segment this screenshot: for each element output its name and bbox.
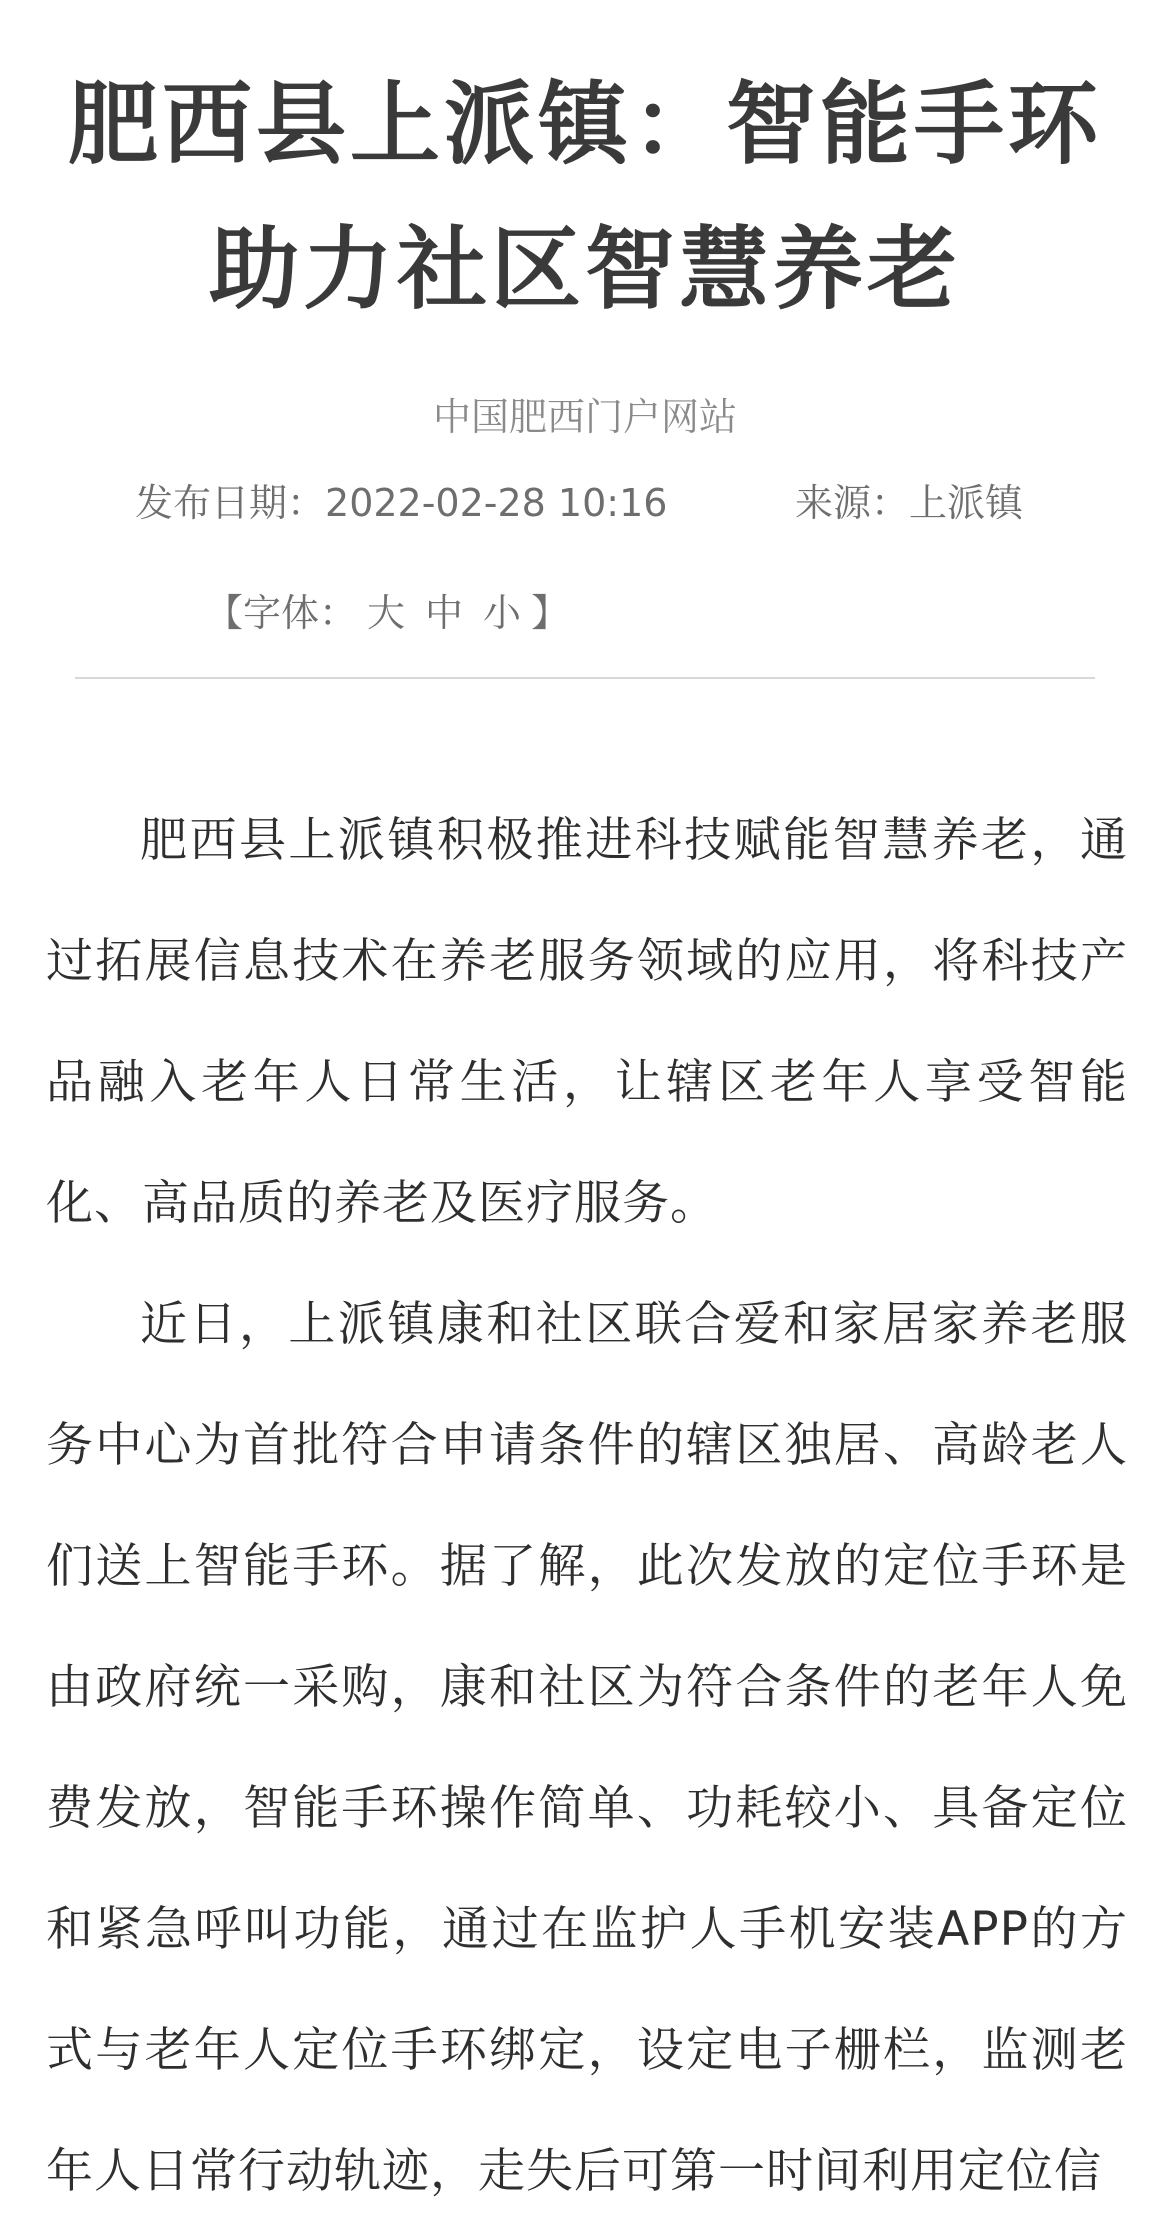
publish-date-label: 发布日期：	[135, 481, 326, 525]
source-value: 上派镇	[909, 481, 1024, 525]
article-source	[795, 478, 1023, 528]
publish-date-value: 2022-02-28 10:16	[325, 481, 668, 525]
font-size-small-button[interactable]: 小	[483, 591, 522, 635]
font-size-large-button[interactable]: 大	[367, 591, 406, 635]
article-paragraph: 近日，上派镇康和社区联合爱和家居家养老服务中心为首批符合申请条件的辖区独居、高龄老人们送上智能手环。据了解，此次发放的定位手环是由政府统一采购，康和社区为符合条件的老年人免费发放，智能手环操作简单、功耗较小、具备定位和紧急呼叫功能，通过在监护人手机安装APP的方式与老年人定位手环绑定，设定电子栅栏，监测老年人日常行动轨迹，走失后可第一时间利用定位信	[46, 1297, 1128, 2199]
font-size-selector	[205, 588, 569, 638]
site-name: 中国肥西门户网站	[432, 395, 737, 439]
article-title: 肥西县上派镇：智能手环助力社区智慧养老	[68, 72, 1102, 322]
font-size-medium-button[interactable]: 中	[425, 591, 464, 635]
divider	[75, 677, 1095, 679]
publish-date	[135, 478, 667, 528]
font-size-close-bracket: 】	[531, 591, 570, 635]
article-body	[46, 780, 1128, 2232]
font-size-label: 【字体：	[205, 591, 358, 635]
source-label: 来源：	[795, 481, 910, 525]
article-paragraph: 肥西县上派镇积极推进科技赋能智慧养老，通过拓展信息技术在养老服务领域的应用，将科技产品融入老年人日常生活，让辖区老年人享受智能化、高品质的养老及医疗服务。	[46, 813, 1128, 1231]
